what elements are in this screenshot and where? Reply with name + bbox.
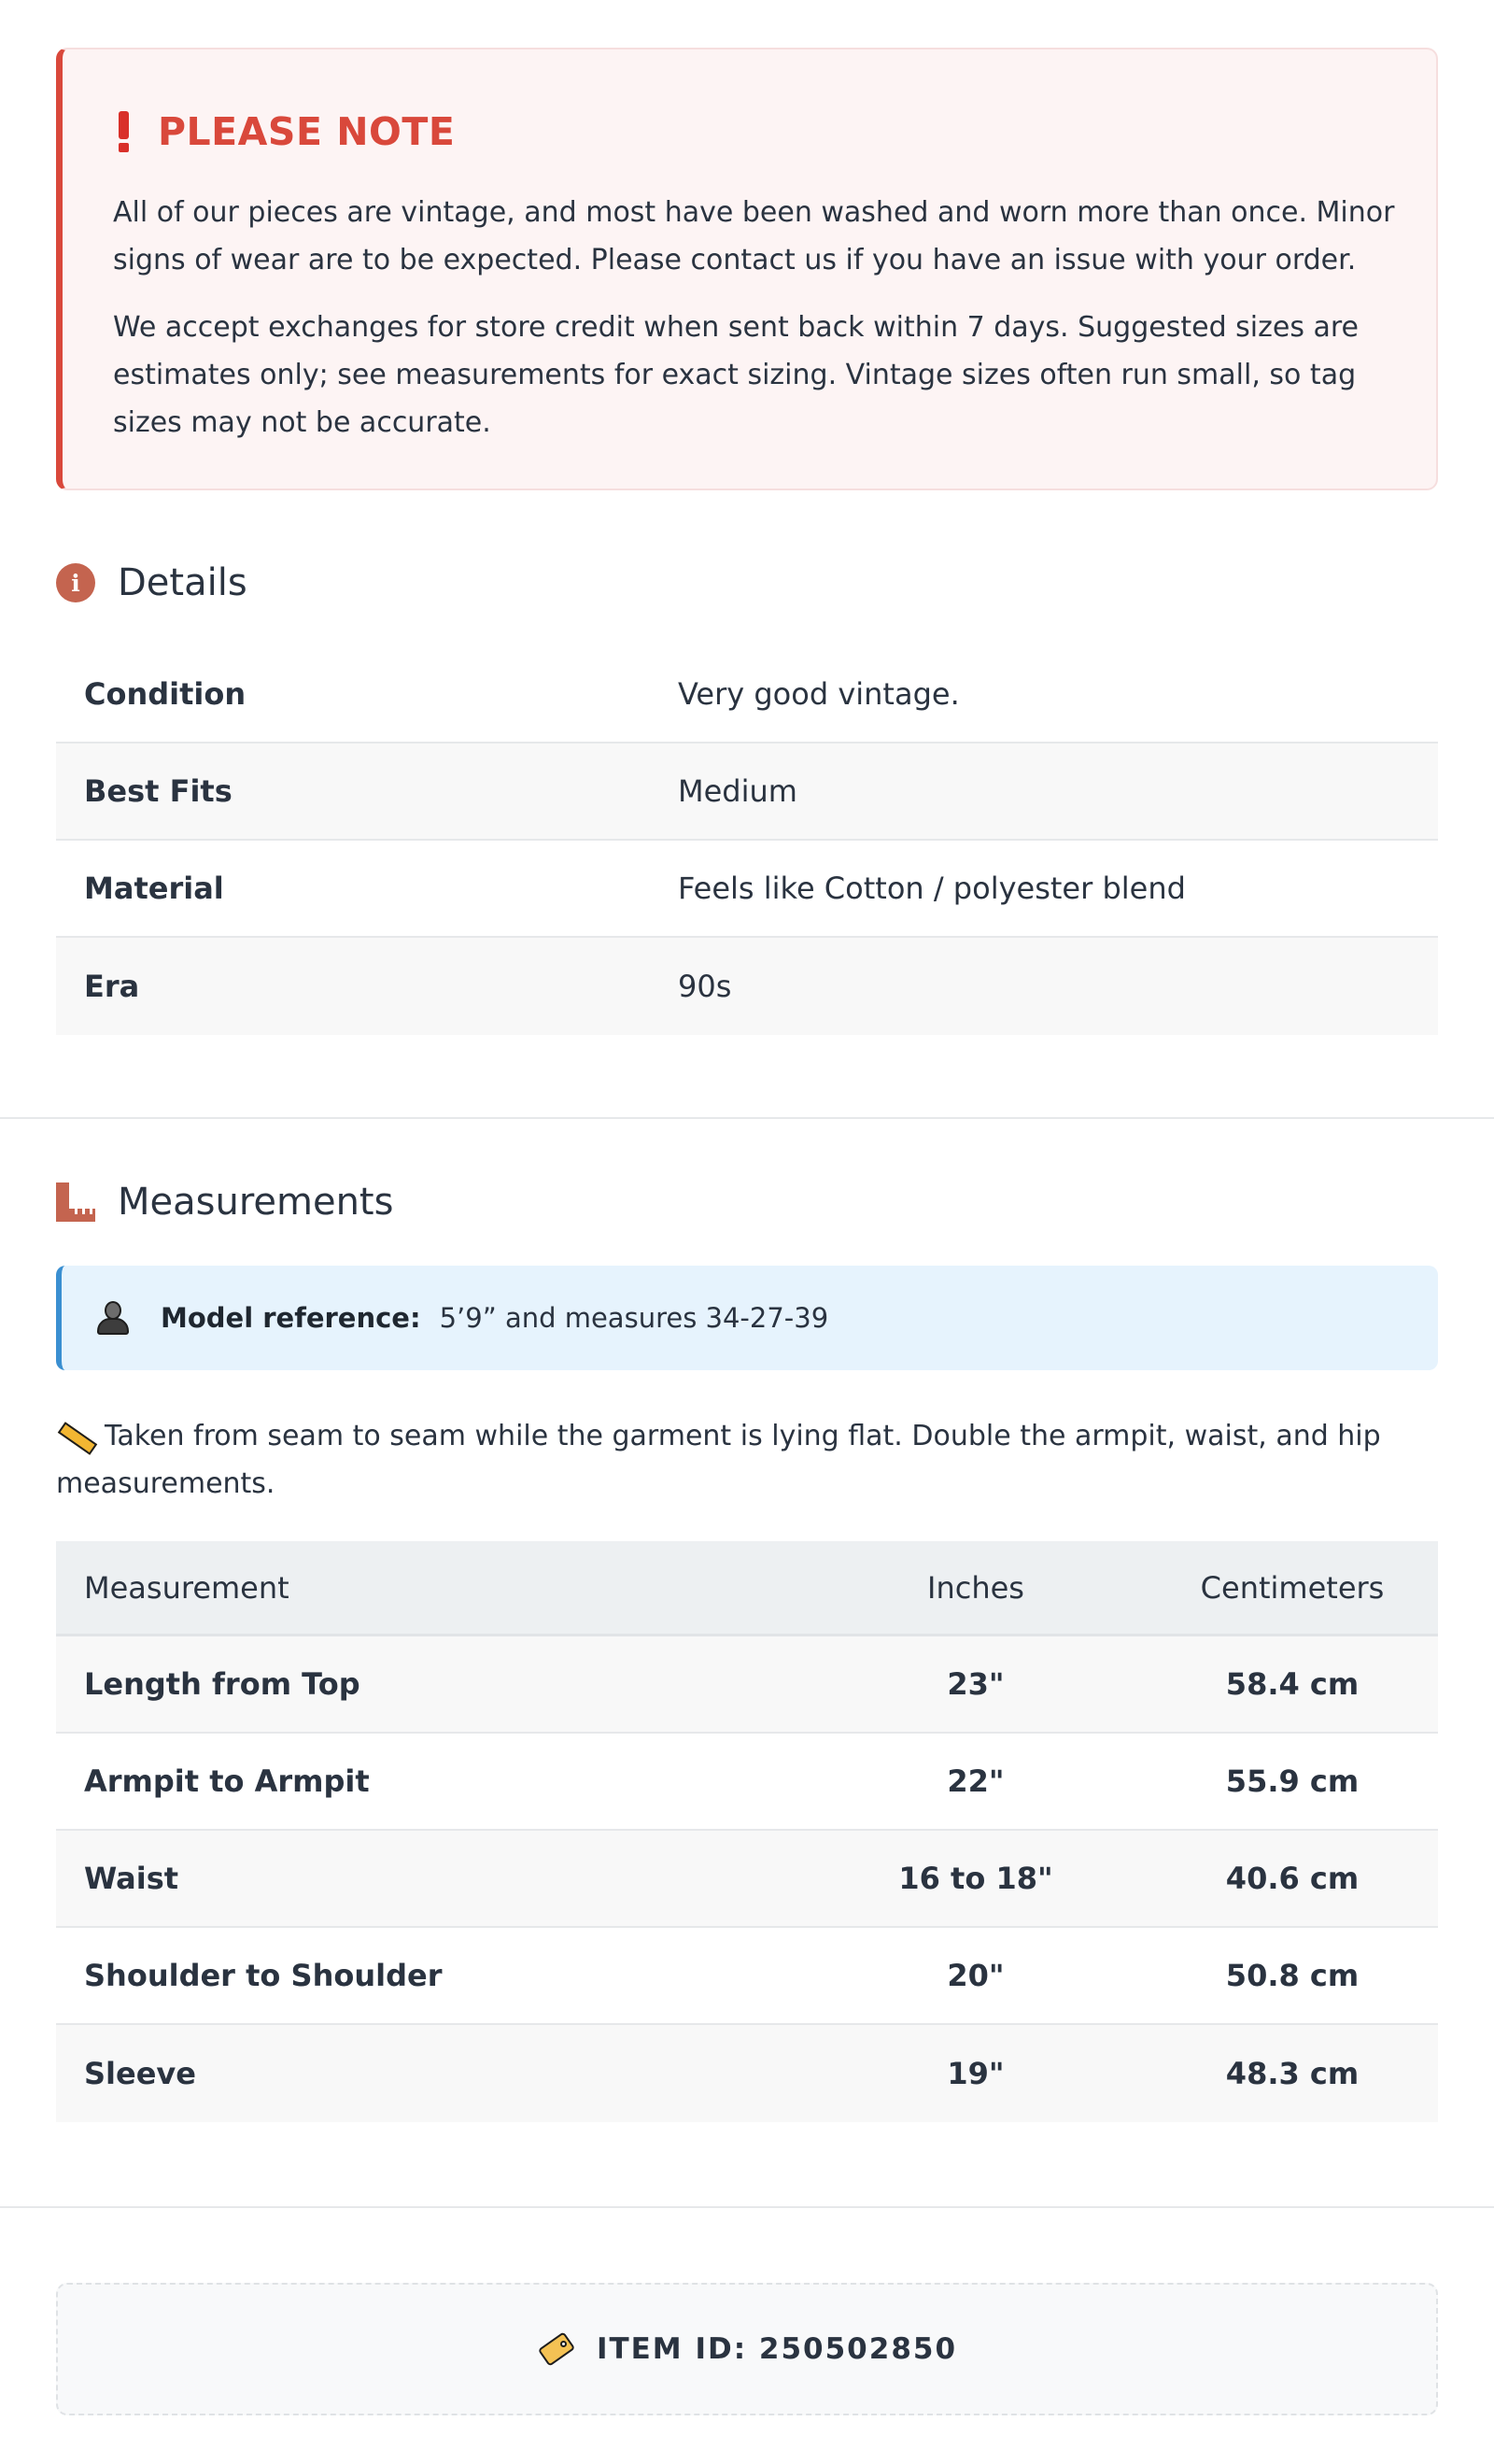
measurement-name: Sleeve [84, 2056, 196, 2091]
column-header: Measurement [84, 1569, 289, 1606]
measurement-inches: 19" [947, 2056, 1005, 2091]
table-row [56, 1636, 1438, 1734]
detail-value: Feels like Cotton / polyester blend [678, 871, 1186, 906]
table-row [56, 841, 1438, 938]
detail-label: Condition [84, 676, 247, 712]
info-icon: i [56, 563, 95, 602]
measurement-name: Waist [84, 1861, 179, 1896]
measurement-cm: 58.4 cm [1225, 1666, 1360, 1702]
measurements-table [56, 1541, 1438, 2122]
table-row [56, 938, 1438, 1035]
section-divider [0, 1117, 1494, 1119]
detail-value: Very good vintage. [678, 676, 960, 712]
item-id-box [56, 2283, 1438, 2415]
ruler-icon [56, 1182, 95, 1222]
table-header [56, 1541, 1438, 1636]
details-heading [56, 561, 247, 604]
table-body [56, 1636, 1438, 2122]
measurement-name: Shoulder to Shoulder [84, 1958, 443, 1993]
table-row [56, 646, 1438, 743]
detail-label: Material [84, 871, 224, 906]
detail-value: Medium [678, 773, 797, 809]
notice-paragraph: We accept exchanges for store credit when sent back within 7 days. Suggested sizes are estimates only; see measurements for exact sizing. Vintage sizes often run small, so tag sizes may not be accurate. [113, 311, 1360, 439]
measurement-inches: 22" [947, 1763, 1005, 1799]
notice-header [113, 109, 455, 154]
model-reference-value: 5’9” and measures 34-27-39 [439, 1302, 829, 1334]
table-row [56, 2025, 1438, 2122]
ruler-pencil-icon [56, 1421, 97, 1449]
exclamation-icon [113, 111, 134, 152]
measurement-cm: 55.9 cm [1225, 1763, 1360, 1799]
measurement-inches: 16 to 18" [898, 1861, 1053, 1896]
measurement-note-text: Taken from seam to seam while the garment is lying flat. Double the armpit, waist, and hip measurements. [56, 1420, 1381, 1500]
notice-title: PLEASE NOTE [158, 109, 456, 154]
item-id: ITEM ID: 250502850 [596, 2332, 958, 2366]
detail-label: Best Fits [84, 773, 233, 809]
measurement-name: Length from Top [84, 1666, 360, 1702]
model-reference [56, 1266, 1438, 1370]
tag-icon [537, 2331, 576, 2367]
person-icon [97, 1299, 129, 1337]
detail-label: Era [84, 969, 140, 1004]
model-reference-label: Model reference: [161, 1302, 421, 1334]
detail-value: 90s [678, 969, 732, 1004]
table-row [56, 1734, 1438, 1831]
table-row [56, 743, 1438, 841]
measurement-inches: 20" [947, 1958, 1005, 1993]
details-title: Details [118, 561, 247, 604]
measurement-cm: 50.8 cm [1225, 1958, 1360, 1993]
section-divider [0, 2206, 1494, 2208]
notice-paragraph: All of our pieces are vintage, and most have been washed and worn more than once. Minor signs of wear are to be expected. Please contact us if you have an issue with your order. [113, 196, 1395, 276]
measurement-note [56, 1412, 1419, 1508]
measurement-cm: 48.3 cm [1225, 2056, 1360, 2091]
measurements-title: Measurements [118, 1181, 394, 1224]
notice-box [56, 48, 1438, 490]
details-table [56, 646, 1438, 1035]
table-row [56, 1928, 1438, 2025]
measurements-heading [56, 1181, 393, 1224]
measurement-cm: 40.6 cm [1225, 1861, 1360, 1896]
column-header: Inches [927, 1569, 1024, 1606]
table-row [56, 1831, 1438, 1928]
measurement-name: Armpit to Armpit [84, 1763, 370, 1799]
measurement-inches: 23" [947, 1666, 1005, 1702]
column-header: Centimeters [1200, 1569, 1385, 1606]
